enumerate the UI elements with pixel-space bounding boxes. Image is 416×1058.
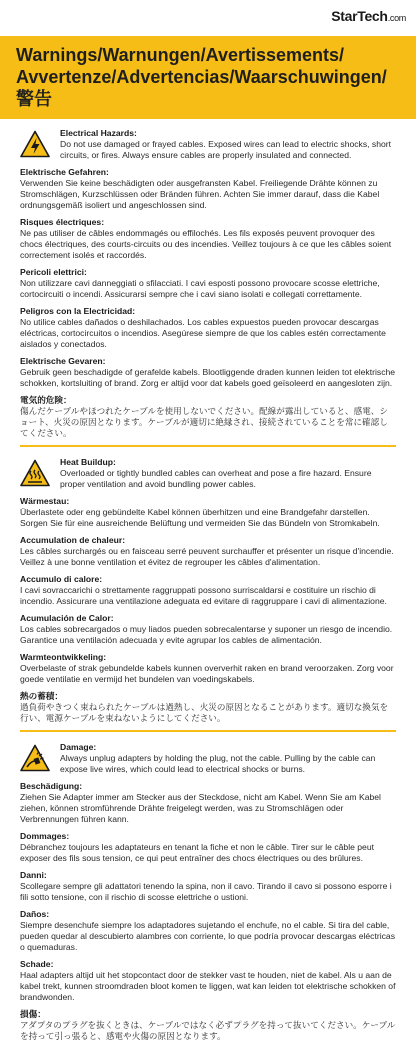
- block-heading: Elektrische Gefahren:: [20, 167, 109, 177]
- block-text: No utilice cables dañados o deshilachados. Los cables expuestos pueden provocar descargas eléctricas, cortocircuitos o incendios. Asegúrese siempre de que los cables estén correctamente aislados y conectados.: [20, 317, 386, 349]
- section-lead: [20, 742, 396, 775]
- block-heading: Daños:: [20, 909, 50, 919]
- translation-block: [20, 395, 396, 439]
- block-text: 過負荷やきつく束ねられたケーブルは過熱し、火災の原因となることがあります。適切な換気を行い、電源ケーブルを束ねないようにしてください。: [20, 702, 389, 723]
- translation-block: [20, 306, 396, 350]
- brand-logo: StarTech.com: [331, 8, 406, 24]
- block-heading: 損傷：: [20, 1009, 46, 1019]
- section-text: Do not use damaged or frayed cables. Exposed wires can lead to electric shocks, short circuits, or fires. Always ensure cables are properly insulated and connected.: [60, 139, 392, 160]
- block-text: Haal adapters altijd uit het stopcontact door de stekker vast te houden, niet de kabel. Als u aan de kabel trekt, kunnen stroomdraden bloot komen te liggen, wat kan leiden tot elektrische schokken of brandwonden.: [20, 970, 396, 1002]
- block-text: アダプタのプラグを抜くときは、ケーブルではなく必ずプラグを持って抜いてください。ケーブルを持って引っ張ると、感電や火傷の原因となります。: [20, 1020, 396, 1041]
- section-damage: [20, 742, 396, 1042]
- block-text: Überlastete oder eng gebündelte Kabel können überhitzen und eine Brandgefahr darstellen. Sorgen Sie für eine ausreichende Belüftung und vermeiden Sie das Bündeln von Stromkabeln.: [20, 507, 380, 528]
- section-heading: Electrical Hazards:: [60, 128, 137, 138]
- translation-block: [20, 652, 396, 685]
- block-heading: Beschädigung:: [20, 781, 83, 791]
- block-heading: Elektrische Gevaren:: [20, 356, 106, 366]
- block-heading: Accumulation de chaleur:: [20, 535, 126, 545]
- warnings-content: [0, 119, 416, 1042]
- translation-block: [20, 535, 396, 568]
- translation-block: [20, 217, 396, 261]
- translation-block: [20, 870, 396, 903]
- block-text: Non utilizzare cavi danneggiati o sfilacciati. I cavi esposti possono provocare scosse elettriche, cortocircuiti o incendi. Assicurarsi sempre che i cavi siano isolati e collegati correttamente.: [20, 278, 380, 299]
- block-text: Scollegare sempre gli adattatori tenendo la spina, non il cavo. Tirando il cavo si possono esporre i fili sotto tensione, con il rischio di scosse elettriche o ustioni.: [20, 881, 392, 902]
- block-text: Los cables sobrecargados o muy liados pueden sobrecalentarse y suponer un riesgo de incendio. Garantice una ventilación adecuada y evite agrupar los cables de alimentación.: [20, 624, 393, 645]
- section-lead: [20, 457, 396, 490]
- block-text: Ne pas utiliser de câbles endommagés ou effilochés. Les fils exposés peuvent provoquer des chocs électriques, des courts-circuits ou des incendies. Veillez toujours à ce que les câbles soient correctement isolés et raccordés.: [20, 228, 392, 260]
- block-heading: Dommages:: [20, 831, 70, 841]
- section-heat-buildup: [20, 457, 396, 724]
- heat-hazard-icon: [20, 459, 50, 487]
- translation-block: [20, 496, 396, 529]
- section-heading: Damage:: [60, 742, 97, 752]
- section-divider: [20, 730, 396, 732]
- block-text: Débranchez toujours les adaptateurs en tenant la fiche et non le câble. Tirer sur le câble peut exposer des fils sous tension, ce qui peut entraîner des chocs électriques ou des brûlures.: [20, 842, 374, 863]
- damage-hazard-icon: [20, 744, 50, 772]
- title-line-1: Warnings/Warnungen/Avertissements/: [16, 45, 345, 65]
- translation-block: [20, 167, 396, 211]
- block-text: Gebruik geen beschadigde of gerafelde kabels. Blootliggende draden kunnen leiden tot elektrische schokken, kortsluiting of brand. Zorg er altijd voor dat kabels goed geïsoleerd en aangesloten zijn.: [20, 367, 396, 388]
- section-divider: [20, 445, 396, 447]
- translation-block: [20, 1009, 396, 1042]
- block-heading: Wärmestau:: [20, 496, 70, 506]
- header: [0, 0, 416, 36]
- block-text: Les câbles surchargés ou en faisceau serré peuvent surchauffer et présenter un risque d'incendie. Veillez à une bonne ventilation et évitez de regrouper les câbles d'alimentation.: [20, 546, 394, 567]
- block-text: Verwenden Sie keine beschädigten oder ausgefransten Kabel. Freiliegende Drähte können zu Stromschlägen, Kurzschlüssen oder Bränden führen. Achten Sie immer darauf, dass die Kabel ordnungsgemäß isoliert und angeschlossen sind.: [20, 178, 380, 210]
- translation-block: [20, 574, 396, 607]
- block-heading: 熱の蓄積：: [20, 691, 63, 701]
- translation-block: [20, 831, 396, 864]
- block-heading: Acumulación de Calor:: [20, 613, 114, 623]
- translation-block: [20, 781, 396, 825]
- translation-block: [20, 691, 396, 724]
- page-title: [0, 36, 416, 119]
- block-text: I cavi sovraccarichi o strettamente raggruppati possono surriscaldarsi e costituire un rischio di incendio. Assicurare una ventilazione adeguata ed evitare di raggruppare i cavi di alimentazione.: [20, 585, 387, 606]
- block-heading: Accumulo di calore:: [20, 574, 103, 584]
- block-text: Ziehen Sie Adapter immer am Stecker aus der Steckdose, nicht am Kabel. Wenn Sie am Kabel ziehen, können stromführende Drähte freigelegt werden, was zu Stromschlägen oder Verbrennungen führen kann.: [20, 792, 381, 824]
- electric-hazard-icon: [20, 130, 50, 158]
- translation-block: [20, 356, 396, 389]
- section-lead: [20, 128, 396, 161]
- title-line-2: Avvertenze/Advertencias/Waarschuwingen/警告: [16, 67, 387, 109]
- section-text: Overloaded or tightly bundled cables can overheat and pose a fire hazard. Ensure proper ventilation and avoid bundling power cables.: [60, 468, 372, 489]
- block-heading: Risques électriques:: [20, 217, 105, 227]
- block-heading: 電気的危険：: [20, 395, 72, 405]
- translation-block: [20, 959, 396, 1003]
- block-heading: Schade:: [20, 959, 54, 969]
- translation-block: [20, 267, 396, 300]
- block-text: Siempre desenchufe siempre los adaptadores sujetando el enchufe, no el cable. Si tira del cable, pueden quedar al descubierto alambres con corriente, lo que podría provocar descargas eléctricas o quemaduras.: [20, 920, 396, 952]
- block-heading: Peligros con la Electricidad:: [20, 306, 136, 316]
- block-heading: Pericoli elettrici:: [20, 267, 87, 277]
- translation-block: [20, 613, 396, 646]
- block-text: Overbelaste of strak gebundelde kabels kunnen oververhit raken en brand veroorzaken. Zorg voor goede ventilatie en vermijd het bundelen van voedingskabels.: [20, 663, 394, 684]
- block-text: 傷んだケーブルやほつれたケーブルを使用しないでください。配線が露出していると、感電、ショート、火災の原因となります。ケーブルが適切に絶縁され、接続されていることを常に確認してください。: [20, 406, 388, 438]
- block-heading: Warmteontwikkeling:: [20, 652, 107, 662]
- section-text: Always unplug adapters by holding the plug, not the cable. Pulling by the cable can expose live wires, which could lead to electrical shocks or burns.: [60, 753, 376, 774]
- section-heading: Heat Buildup:: [60, 457, 116, 467]
- translation-block: [20, 909, 396, 953]
- block-heading: Danni:: [20, 870, 47, 880]
- section-electrical-hazards: [20, 128, 396, 439]
